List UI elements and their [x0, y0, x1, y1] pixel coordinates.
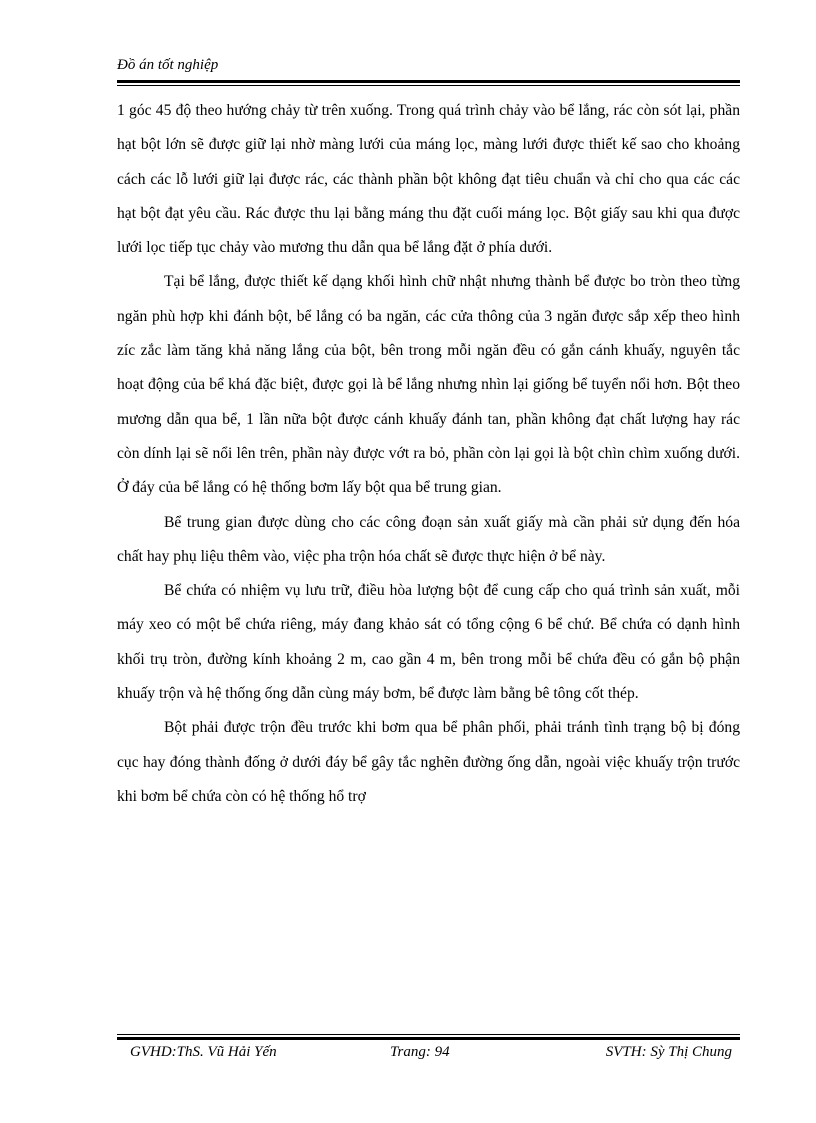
page-header-title: Đồ án tốt nghiệp: [117, 57, 219, 73]
paragraph-3: Bể trung gian được dùng cho các công đoạn sản xuất giấy mà cần phải sử dụng đến hóa chất hay phụ liệu thêm vào, việc pha trộn hóa chất sẽ được thực hiện ở bể này.: [117, 513, 740, 565]
footer-rule-thin: [117, 1034, 740, 1035]
footer-rule-thick: [117, 1037, 740, 1040]
footer-student: SVTH: Sỳ Thị Chung: [605, 1044, 732, 1060]
header-rule-thick: [117, 80, 740, 83]
paragraph-1: 1 góc 45 độ theo hướng chảy từ trên xuống. Trong quá trình chảy vào bể lắng, rác còn sót lại, phần hạt bột lớn sẽ được giữ lại nhờ màng lưới của máng lọc, màng lưới được thiết kế sao cho khoảng cách các lỗ lưới giữ lại được rác, các thành phần bột không đạt tiêu chuẩn và chỉ cho qua các các hạt bột đạt yêu cầu. Rác được thu lại bằng máng thu đặt cuối máng lọc. Bột giấy sau khi qua được lưới lọc tiếp tục chảy vào mương thu dẫn qua bể lắng đặt ở phía dưới.: [117, 102, 740, 257]
paragraph-5: Bột phải được trộn đều trước khi bơm qua bể phân phối, phải tránh tình trạng bộ bị đóng cục hay đóng thành đống ở dưới đáy bể gây tắc nghẽn đường ống dẫn, ngoài việc khuấy trộn trước khi bơm bể chứa còn có hệ thống hổ trợ: [117, 719, 740, 805]
footer-advisor: GVHD:ThS. Vũ Hải Yến: [130, 1044, 277, 1060]
paragraph-2: Tại bể lắng, được thiết kế dạng khối hình chữ nhật nhưng thành bể được bo tròn theo từng ngăn phù hợp khi đánh bột, bể lắng có ba ngăn, các cửa thông của 3 ngăn được sắp xếp theo hình zíc zắc làm tăng khả năng lắng của bột, bên trong mỗi ngăn đều có gắn cánh khuấy, nguyên tắc hoạt động của bể khá đặc biệt, được gọi là bể lắng nhưng nhìn lại giống bể tuyển nổi hơn. Bột theo mương dẫn qua bể, 1 lần nữa bột được cánh khuấy đánh tan, phần không đạt chất lượng hay rác còn dính lại sẽ nổi lên trên, phần này được vớt ra bỏ, phần còn lại gọi là bột chìn chìm xuống dưới. Ở đáy của bể lắng có hệ thống bơm lấy bột qua bể trung gian.: [117, 273, 740, 497]
body-text: [117, 94, 740, 814]
page-footer: [117, 1044, 740, 1066]
header-rule-thin: [117, 85, 740, 86]
paragraph-4: Bể chứa có nhiệm vụ lưu trữ, điều hòa lượng bột để cung cấp cho quá trình sản xuất, mỗi máy xeo có một bể chứa riêng, máy đang khảo sát có tổng cộng 6 bể chứ. Bể chứa có dạnh hình khối trụ tròn, đường kính khoảng 2 m, cao gần 4 m, bên trong mỗi bể chứa đều có gắn bộ phận khuấy trộn và hệ thống ống dẫn cùng máy bơm, bể được làm bằng bê tông cốt thép.: [117, 582, 740, 703]
footer-page-number: Trang: 94: [390, 1044, 450, 1060]
